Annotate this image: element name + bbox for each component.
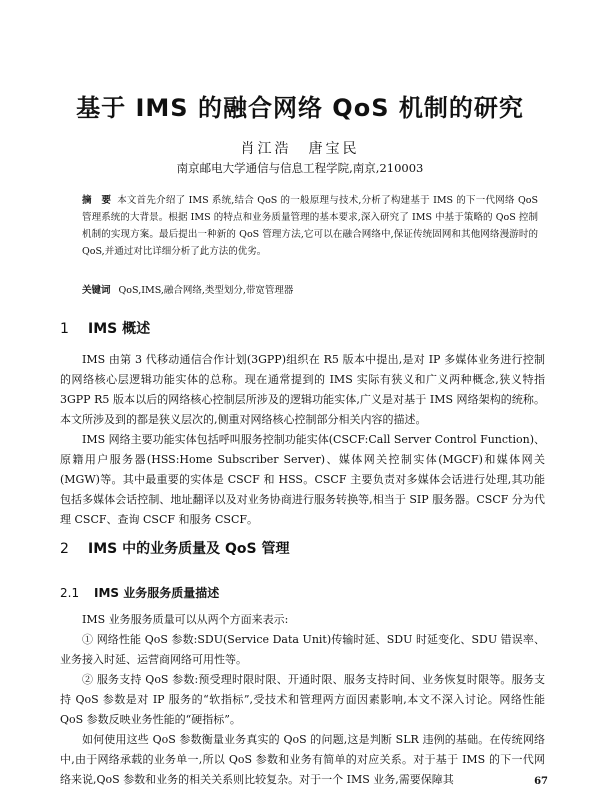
abstract-text: 本文首先介绍了 IMS 系统,结合 QoS 的一般原理与技术,分析了构建基于 IMS 的下一代网络 QoS 管理系统的大背景。根据 IMS 的特点和业务质量管理的基本要求,深入研究了 IMS 中基于策略的 QoS 控制机制的实现方案。最后提出一种新的 QoS 管理方法,它可以在融合网络中,保证传统固网和其他网络漫游时的 QoS,并通过对比详细分析了此方法的优劣。 bbox=[82, 195, 538, 257]
paragraph: IMS 业务服务质量可以从两个方面来表示: bbox=[82, 613, 289, 626]
section-2-heading bbox=[60, 538, 289, 558]
section-2-1-body bbox=[60, 610, 545, 790]
keywords-text: QoS,IMS,融合网络,类型划分,带宽管理器 bbox=[118, 285, 294, 296]
section-2-1-number: 2.1 bbox=[60, 586, 80, 600]
paragraph: IMS 网络主要功能实体包括呼叫服务控制功能实体(CSCF:Call Server Control Function)、原籍用户服务器(HSS:Home Subscriber Server)、媒体网关控制实体(MGCF)和媒体网关(MGW)等。其中最重要的实体是 CSCF 和 HSS。CSCF 主要负责对多媒体会话进行处理,其功能包括多媒体会话控制、地址翻译以及对业务协商进行服务转换等,相当于 SIP 服务器。CSCF 分为代理 CSCF、查询 CSCF 和服务 CSCF。 bbox=[60, 433, 545, 526]
section-2-title: IMS 中的业务质量及 QoS 管理 bbox=[88, 541, 290, 557]
section-2-1-title: IMS 业务服务质量描述 bbox=[94, 586, 220, 600]
affiliation: 南京邮电大学通信与信息工程学院,南京,210003 bbox=[176, 161, 424, 175]
section-1-title: IMS 概述 bbox=[88, 321, 151, 337]
paper-title: 基于 IMS 的融合网络 QoS 机制的研究 bbox=[76, 94, 524, 122]
section-1-body bbox=[60, 350, 545, 530]
paragraph: 如何使用这些 QoS 参数衡量业务真实的 QoS 的问题,这是判断 SLR 违例的基础。在传统网络中,由于网络承载的业务单一,所以 QoS 参数和业务有简单的对应关系。对于基于 IMS 的下一代网络来说,QoS 参数和业务的相关关系则比较复杂。对于一个 IMS 业务,需要保障其 bbox=[60, 733, 545, 786]
list-item: ① 网络性能 QoS 参数:SDU(Service Data Unit)传输时延、SDU 时延变化、SDU 错误率、业务接入时延、运营商网络可用性等。 bbox=[60, 633, 545, 666]
section-1-heading bbox=[60, 318, 150, 338]
abstract bbox=[82, 192, 538, 260]
section-2-1-heading bbox=[60, 584, 219, 601]
list-item: ② 服务支持 QoS 参数:预受理时限时限、开通时限、服务支持时间、业务恢复时限等。服务支持 QoS 参数是对 IP 服务的“软指标”,受技术和管理两方面因素影响,本文不深入讨论。网络性能 QoS 参数反映业务性能的“硬指标”。 bbox=[60, 673, 545, 726]
abstract-label: 摘 要 bbox=[82, 195, 112, 206]
paragraph: IMS 由第 3 代移动通信合作计划(3GPP)组织在 R5 版本中提出,是对 IP 多媒体业务进行控制的网络核心层逻辑功能实体的总称。现在通常提到的 IMS 实际有狭义和广义两种概念,狭义特指 3GPP R5 版本以后的网络核心控制层所涉及的逻辑功能实体,广义是对基于 IMS 网络架构的统称。本文所涉及到的都是狭义层次的,侧重对网络核心控制部分相关内容的描述。 bbox=[60, 353, 545, 426]
keywords-label: 关键词 bbox=[82, 285, 111, 296]
keywords bbox=[82, 282, 538, 296]
section-2-number: 2 bbox=[60, 541, 69, 557]
page-number: 67 bbox=[534, 776, 548, 787]
section-1-number: 1 bbox=[60, 321, 69, 337]
authors: 肖江浩 唐宝民 bbox=[240, 141, 360, 157]
